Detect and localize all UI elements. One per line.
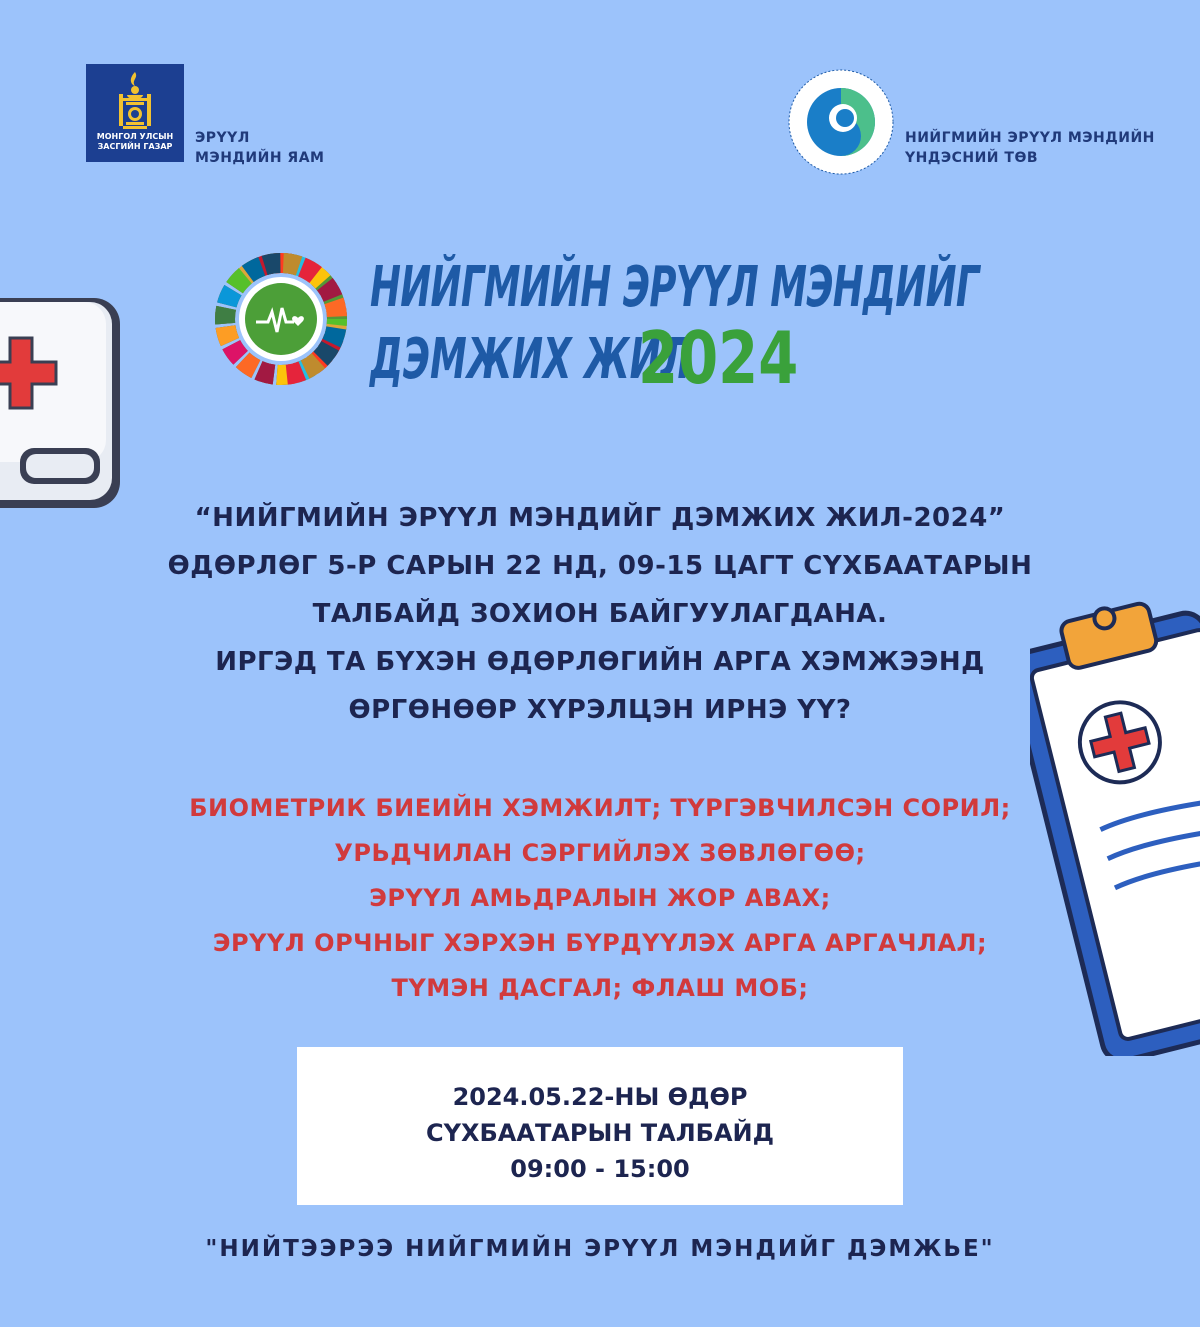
activity-item: ЭРҮҮЛ АМЬДРАЛЫН ЖОР АВАХ; <box>369 884 831 912</box>
activity-item: УРЬДЧИЛАН СЭРГИЙЛЭХ ЗӨВЛӨГӨӨ; <box>334 839 866 867</box>
activity-item: ТҮМЭН ДАСГАЛ; ФЛАШ МОБ; <box>391 974 809 1002</box>
event-date: 2024.05.22-НЫ ӨДӨР <box>452 1083 748 1111</box>
activities-list <box>110 786 1090 1011</box>
event-info-box <box>297 1047 903 1205</box>
first-aid-kit-illustration <box>0 298 130 518</box>
invitation-line: ӨРГӨНӨӨР ХҮРЭЛЦЭН ИРНЭ ҮҮ? <box>348 695 852 725</box>
headline-year: 2024 <box>638 316 799 400</box>
invitation-line: “НИЙГМИЙН ЭРҮҮЛ МЭНДИЙГ ДЭМЖИХ ЖИЛ-2024” <box>194 503 1006 533</box>
headline-line-1: НИЙГМИЙН ЭРҮҮЛ МЭНДИЙГ <box>370 255 979 320</box>
national-center-logo <box>785 66 897 178</box>
sdg-wheel <box>214 252 348 386</box>
gov-logo-caption: МОНГОЛ УЛСЫН ЗАСГИЙН ГАЗАР <box>96 132 174 151</box>
event-time: 09:00 - 15:00 <box>510 1155 690 1183</box>
invitation-text <box>110 494 1090 734</box>
first-aid-kit-icon <box>0 298 130 518</box>
headline-line-2: ДЭМЖИХ ЖИЛ <box>370 327 692 392</box>
invitation-line: ӨДӨРЛӨГ 5-Р САРЫН 22 НД, 09-15 ЦАГТ СҮХБААТАРЫН <box>167 551 1033 581</box>
national-center-name: НИЙГМИЙН ЭРҮҮЛ МЭНДИЙН ҮНДЭСНИЙ ТӨВ <box>905 130 1155 166</box>
invitation-line: ИРГЭД ТА БҮХЭН ӨДӨРЛӨГИЙН АРГА ХЭМЖЭЭНД <box>215 647 985 677</box>
government-logo <box>86 64 184 162</box>
activity-item: ЭРҮҮЛ ОРЧНЫГ ХЭРХЭН БҮРДҮҮЛЭХ АРГА АРГАЧЛАЛ; <box>212 929 988 957</box>
national-center-public-health-logo <box>785 66 897 178</box>
sdg-wheel-heartbeat-icon <box>214 252 348 386</box>
activity-item: БИОМЕТРИК БИЕИЙН ХЭМЖИЛТ; ТҮРГЭВЧИЛСЭН СОРИЛ; <box>189 794 1011 822</box>
invitation-line: ТАЛБАЙД ЗОХИОН БАЙГУУЛАГДАНА. <box>312 599 888 629</box>
event-location: СҮХБААТАРЫН ТАЛБАЙД <box>426 1119 774 1147</box>
ministry-name: ЭРҮҮЛ МЭНДИЙН ЯАМ <box>195 130 325 166</box>
slogan: "НИЙТЭЭРЭЭ НИЙГМИЙН ЭРҮҮЛ МЭНДИЙГ ДЭМЖЬЕ" <box>205 1236 995 1262</box>
